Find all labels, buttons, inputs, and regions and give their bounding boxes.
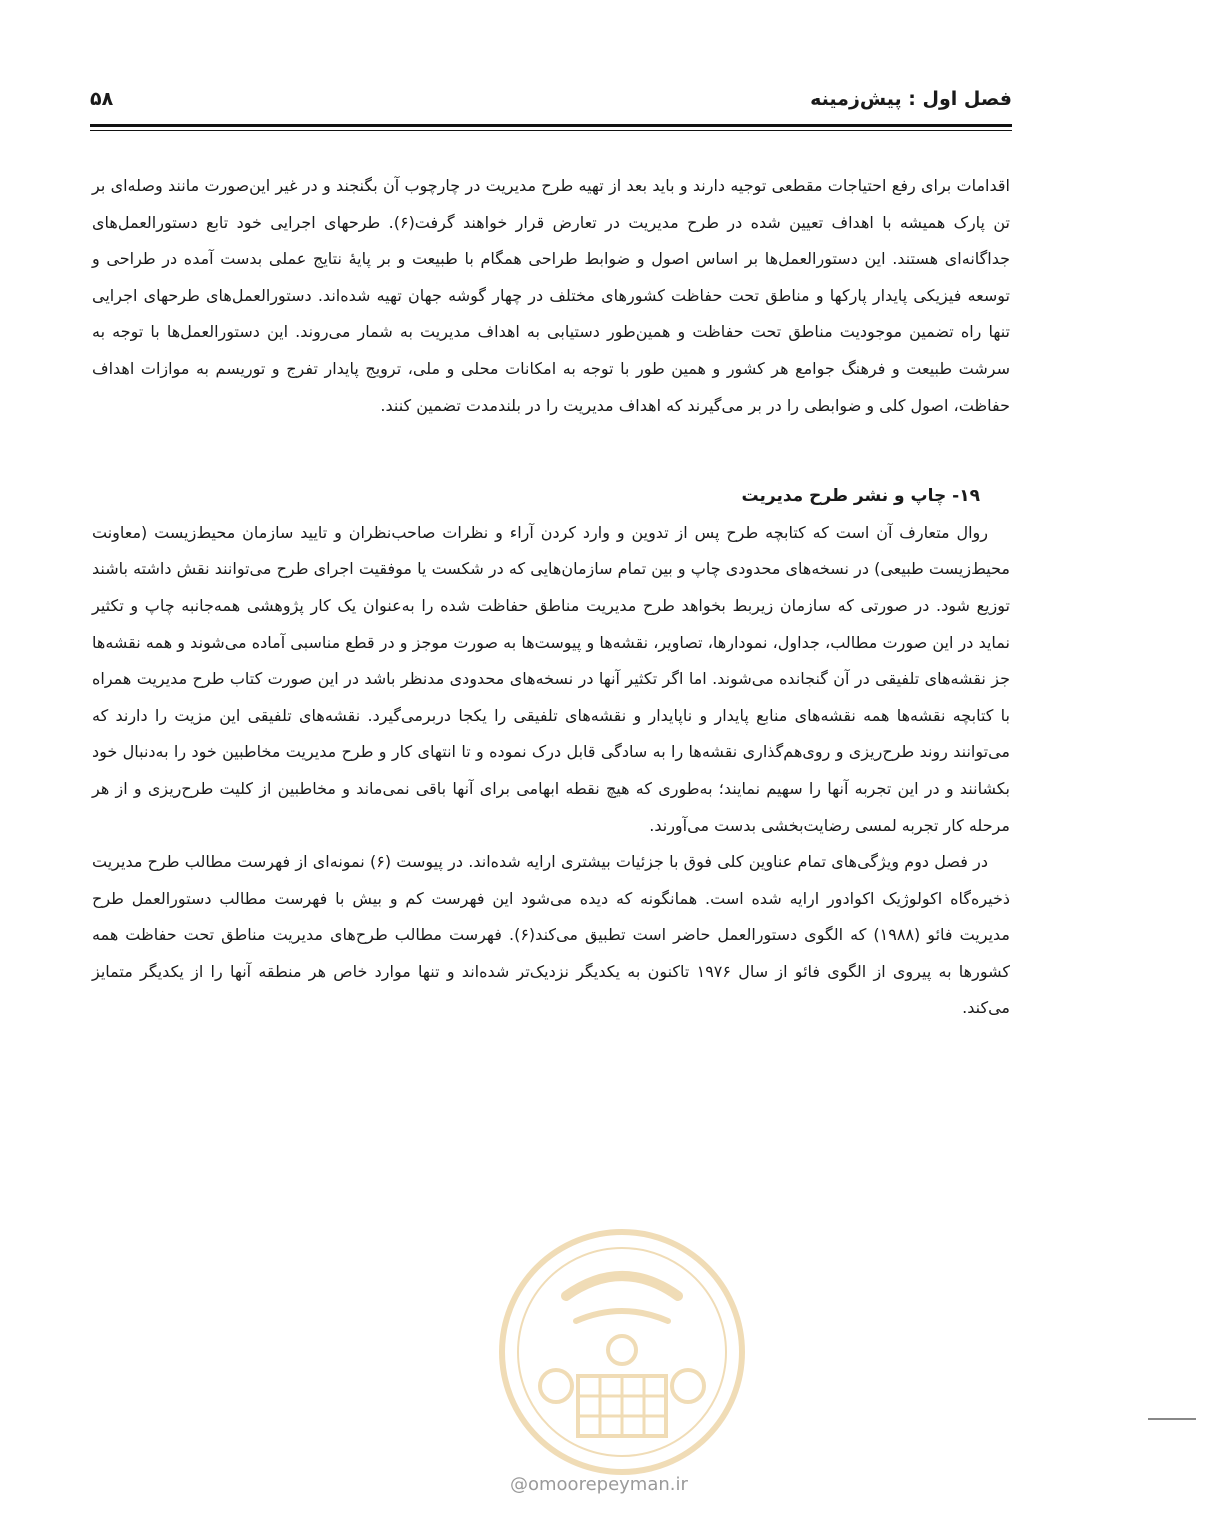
watermark-site-label: @omoorepeyman.ir [510,1474,688,1495]
page-number: ۵۸ [90,88,114,110]
paragraph-2: روال متعارف آن است که کتابچه طرح پس از تدوین و وارد کردن آراء و نظرات صاحب‌نظران و تایید سازمان محیط‌زیست (معاونت محیط‌زیست طبیعی) در نسخه‌های محدودی چاپ و بین تمام سازمان‌هایی که در شکست یا موفقیت اجرای طرح می‌توانند نقش داشته باشند توزیع شود. در صورتی که سازمان زیربط بخواهد طرح مدیریت مناطق حفاظت شده را به‌عنوان یک کار پژوهشی همه‌جانبه چاپ و تکثیر نماید در این صورت مطالب، جداول، نمودارها، تصاویر، نقشه‌ها و پیوست‌ها به صورت موجز و در قطع مناسبی آماده می‌شوند و همه نقشه‌ها جز نقشه‌های تلفیقی در آن گنجانده می‌شوند. اما اگر تکثیر آنها در نسخه‌های محدودی مدنظر باشد در این صورت کتاب طرح مدیریت همراه با کتابچه نقشه‌ها همه نقشه‌های منابع پایدار و ناپایدار و نقشه‌های تلفیقی را یکجا دربرمی‌گیرد. نقشه‌های تلفیقی این مزیت را دارند که می‌توانند روند طرح‌ریزی و روی‌هم‌گذاری نقشه‌ها را به سادگی قابل درک نموده و تا انتهای کار و طرح مدیریت مخاطبین خود را به‌دنبال خود بکشانند و در این تجربه آنها را سهیم نمایند؛ به‌طوری که هیچ نقطه ابهامی برای آنها باقی نمی‌ماند و مخاطبین از کلیت طرح‌ریزی و از هر مرحله کار تجربه لمسی رضایت‌بخشی بدست می‌آورند. [92,522,1010,835]
page-body [92,168,1010,1027]
section-spacer [92,424,1010,478]
paragraph-1: اقدامات برای رفع احتیاجات مقطعی توجیه دارند و باید بعد از تهیه طرح مدیریت در چارچوب آن بگنجند و در غیر این‌صورت مانند وصله‌ای بر تن پارک همیشه با اهداف تعیین شده در طرح مدیریت در تعارض قرار خواهند گرفت(۶). طرحهای اجرایی خود تابع دستورالعمل‌های جداگانه‌ای هستند. این دستورالعمل‌ها بر اساس اصول و ضوابط طراحی همگام با طبیعت و بر پایهٔ نتایج عملی بدست آمده در طراحی و توسعه فیزیکی پایدار پارکها و مناطق تحت حفاظت کشورهای مختلف در چهار گوشه جهان تهیه شده‌اند. دستورالعمل‌های طرحهای اجرایی تنها راه تضمین موجودیت مناطق تحت حفاظت و همین‌طور دستیابی به اهداف مدیریت به شمار می‌روند. این دستورالعمل‌ها با توجه به سرشت طبیعت و فرهنگ جوامع هر کشور و همین طور با توجه به امکانات محلی و ملی، ترویج پایدار تفرج و توریسم به موازات اهداف حفاظت، اصول کلی و ضوابطی را در بر می‌گیرند که اهداف مدیریت را در بلندمدت تضمین کنند. [92,176,1010,415]
scan-edge-mark [1148,1418,1196,1420]
paragraph-3: در فصل دوم ویژگی‌های تمام عناوین کلی فوق با جزئیات بیشتری ارایه شده‌اند. در پیوست (۶) نمونه‌ای از فهرست مطالب طرح مدیریت ذخیره‌گاه اکولوژیک اکوادور ارایه شده است. همانگونه که دیده می‌شود این فهرست کم و بیش با فهرست مطالب دستورالعمل طرح مدیریت فائو (۱۹۸۸) که الگوی دستورالعمل حاضر است تطبیق می‌کند(۶). فهرست مطالب طرح‌های مدیریت مناطق تحت حفاظت همه کشورها به پیروی از الگوی فائو از سال ۱۹۷۶ تاکنون به یکدیگر نزدیک‌تر شده‌اند و تنها موارد خاص هر منطقه آنها را از یکدیگر متمایز می‌کند. [92,852,1011,1018]
header-rule-thin [90,130,1012,131]
header-rule-thick [90,124,1012,127]
section-heading: ۱۹- چاپ و نشر طرح مدیریت [741,486,980,507]
watermark-seal-icon [496,1226,748,1478]
page-header [90,88,1012,118]
chapter-title: فصل اول : پیش‌زمینه [810,88,1012,110]
